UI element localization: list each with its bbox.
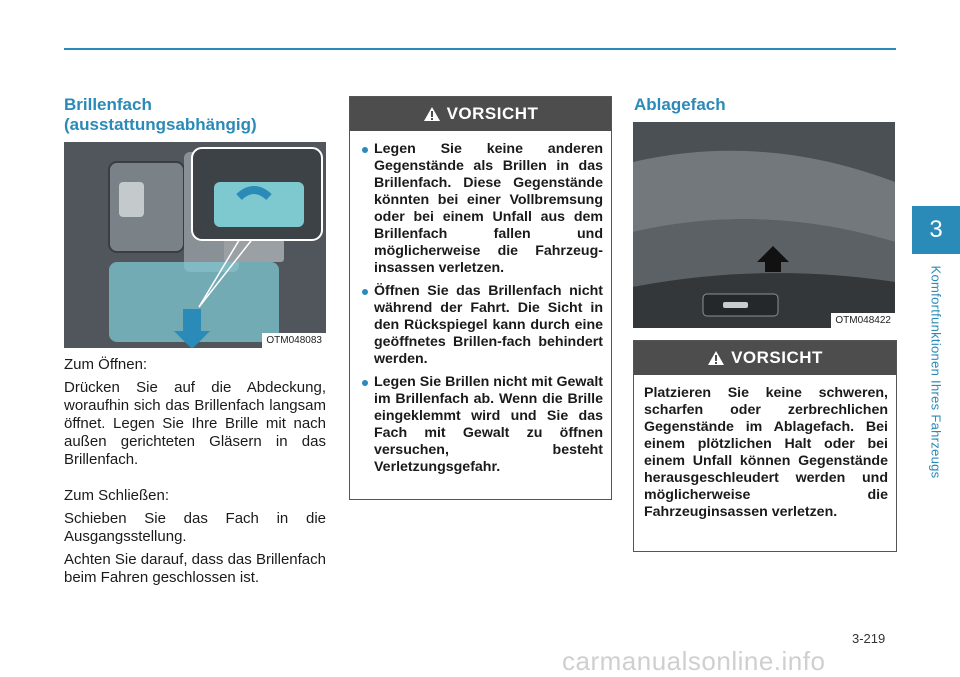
image-caption: OTM048083 [262, 333, 326, 348]
paragraph: Achten Sie darauf, dass das Brillenfach beim Fahren geschlossen ist. [64, 551, 326, 586]
caution-header [634, 341, 896, 375]
chapter-title: Komfortfunktionen Ihres Fahrzeugs [928, 265, 944, 479]
top-rule [64, 48, 896, 50]
caution-text: Platzieren Sie keine schweren, scharfen oder zerbrechlichen Gegenstände im Ablagefach. Bei einem plötzlichen Halt oder bei einem Unfall können Gegenstände herausgeschleudert werden und möglicherweise die Fahrzeuginsassen verletzen. [644, 385, 888, 520]
caution-box [633, 340, 897, 552]
warning-icon [707, 350, 725, 366]
storage-compartment-illustration [633, 122, 895, 328]
warning-icon [423, 106, 441, 122]
caution-list [364, 141, 603, 476]
list-item: Legen Sie keine anderen Gegenstände als Brillen in das Brillenfach. Diese Gegenstände könnten bei einer Vollbremsung oder bei einem Unfall aus dem Brillenfach fallen und möglicherweise die Fahrzeug-insassen verletzen. [364, 141, 603, 277]
caution-box [349, 96, 612, 500]
watermark: carmanualsonline.info [562, 646, 826, 676]
caution-heading: VORSICHT [446, 104, 539, 123]
section-title-ablagefach: Ablagefach [634, 95, 726, 114]
chapter-number: 3 [929, 216, 943, 243]
list-item: Öffnen Sie das Brillenfach nicht während der Fahrt. Die Sicht in den Rückspiegel kann durch eine geöffnetes Brillen-fach behindert werden. [364, 283, 603, 368]
caution-body [350, 131, 611, 492]
section-body-brillenfach [64, 356, 326, 592]
overhead-console-illustration [64, 142, 326, 348]
paragraph: Drücken Sie auf die Abdeckung, woraufhin sich das Brillenfach langsam öffnet. Legen Sie Ihre Brille mit nach außen gerichteten Gläsern in das Brillenfach. [64, 379, 326, 468]
paragraph: Zum Schließen: [64, 487, 170, 504]
caution-header [350, 97, 611, 131]
chapter-tab [912, 206, 960, 254]
image-caption: OTM048422 [831, 313, 895, 328]
list-item: Legen Sie Brillen nicht mit Gewalt im Brillenfach ab. Wenn die Brille eingeklemmt wird und Sie das Fach mit Gewalt zu öffnen versuchen, besteht Verletzungsgefahr. [364, 374, 603, 476]
paragraph: Zum Öffnen: [64, 356, 148, 373]
page-number: 3-219 [852, 631, 886, 646]
paragraph: Schieben Sie das Fach in die Ausgangsstellung. [64, 510, 326, 545]
caution-heading: VORSICHT [731, 348, 823, 367]
storage-compartment-photo [633, 122, 895, 328]
caution-body [634, 375, 896, 531]
section-title-brillenfach: Brillenfach (ausstattungsabhängig) [64, 95, 257, 134]
overhead-console-photo [64, 142, 326, 348]
